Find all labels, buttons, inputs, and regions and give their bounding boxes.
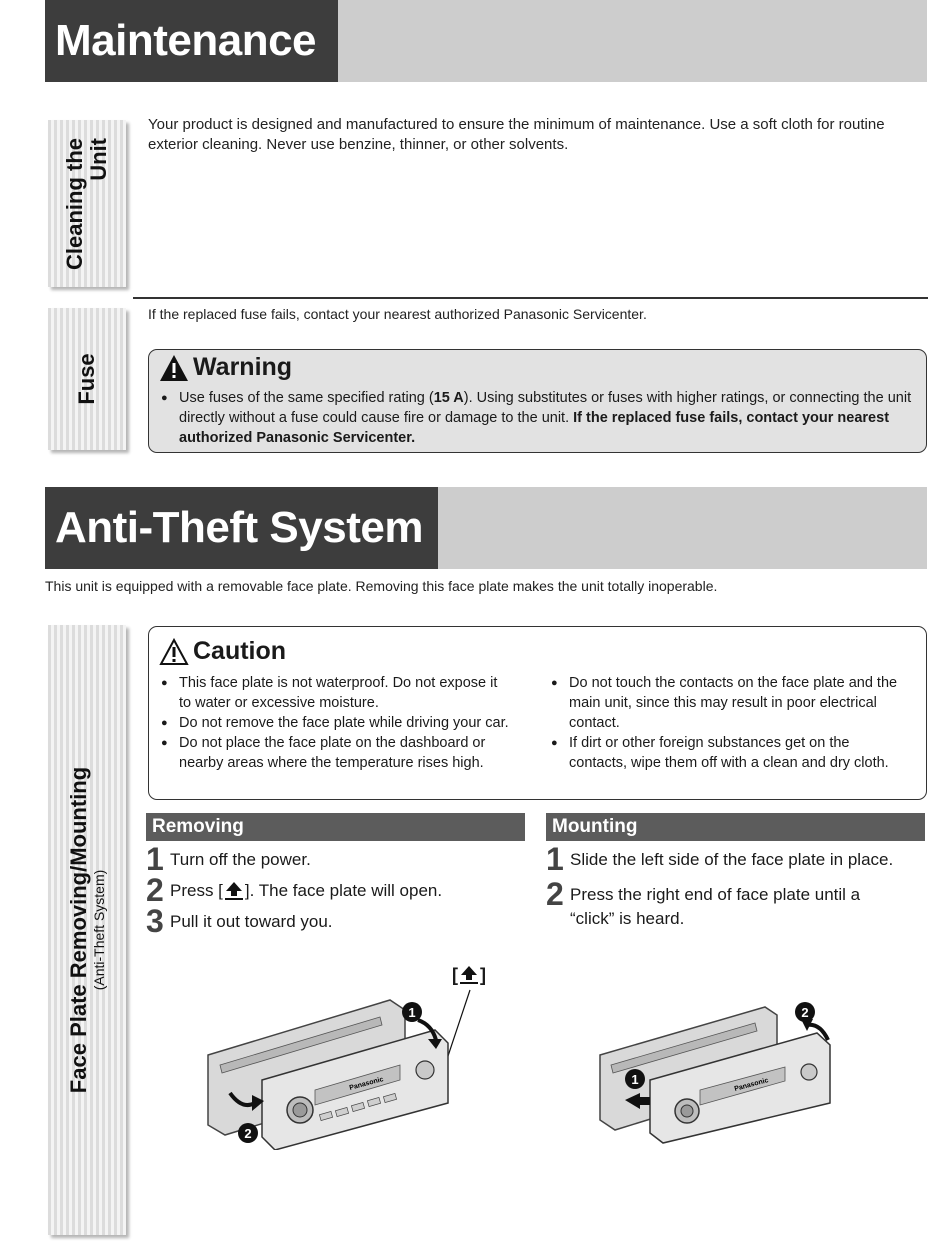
- mounting-step-1: 1 Slide the left side of the face plate in place.: [546, 841, 894, 877]
- caution-item: ● If dirt or other foreign substances get on the contacts, wipe them off with a clean and dry cloth.: [551, 733, 911, 773]
- fuse-tab-label: Fuse: [74, 353, 99, 405]
- removing-step-2: 2 Press [ ]. The face plate will open.: [146, 872, 443, 908]
- removing-illustration: [200, 985, 500, 1150]
- warning-bullet: ● Use fuses of the same specified rating (15 A). Using substitutes or fuses with higher ratings, or connecting the unit directly without a fuse could cause fire or damage to the unit. If the replaced fuse fails, contact your nearest authorized Panasonic Servicenter.: [161, 388, 919, 448]
- caution-right-list: [551, 673, 911, 773]
- callout-1: 1: [631, 1072, 639, 1087]
- maintenance-title: Maintenance: [45, 0, 338, 82]
- mounting-steps: [546, 841, 926, 931]
- mounting-step-2: 2 Press the right end of face plate until a “click” is heard.: [546, 876, 861, 928]
- callout-1: 1: [408, 1005, 416, 1020]
- face-plate-tab: [48, 625, 126, 1235]
- caution-item: ● Do not touch the contacts on the face plate and the main unit, since this may result in poor electrical contact.: [551, 673, 911, 733]
- warning-icon: [159, 354, 189, 382]
- caution-title: Caution: [159, 637, 286, 666]
- callout-2: 2: [244, 1126, 252, 1141]
- key-label: [ ]: [452, 965, 486, 985]
- anti-theft-intro: This unit is equipped with a removable face plate. Removing this face plate makes the unit totally inoperable.: [45, 578, 718, 594]
- fuse-intro: If the replaced fuse fails, contact your nearest authorized Panasonic Servicenter.: [148, 306, 647, 322]
- fuse-tab: [48, 308, 126, 450]
- face-plate-tab-label: Face Plate Removing/Mounting (Anti-Theft System): [66, 766, 107, 1094]
- maintenance-title-fill: [338, 0, 927, 82]
- open-key-icon: [458, 964, 480, 984]
- brand-logo: Panasonic: [348, 1076, 385, 1092]
- removing-step-3: 3 Pull it out toward you.: [146, 903, 333, 939]
- section-divider: [133, 297, 928, 299]
- caution-item: ● This face plate is not waterproof. Do not expose it to water or excessive moisture.: [161, 673, 511, 713]
- removing-step-1: 1 Turn off the power.: [146, 841, 311, 877]
- warning-title: Warning: [159, 353, 292, 382]
- anti-theft-title-fill: [438, 487, 927, 569]
- cleaning-text: Your product is designed and manufactured to ensure the minimum of maintenance. Use a soft cloth for routine exterior cleaning. Never use benzine, thinner, or other solvents.: [148, 116, 885, 153]
- cleaning-tab: [48, 120, 126, 287]
- removing-header: Removing: [146, 813, 525, 841]
- caution-left-list: [161, 673, 511, 773]
- open-key-icon: [223, 880, 245, 900]
- brand-logo: Panasonic: [733, 1077, 770, 1093]
- cleaning-tab-label: Cleaning the Unit: [62, 137, 111, 270]
- removing-steps: [146, 841, 526, 939]
- anti-theft-title: Anti-Theft System: [45, 487, 438, 569]
- mounting-header: Mounting: [546, 813, 925, 841]
- warning-box: [148, 349, 927, 453]
- caution-icon: [159, 638, 189, 666]
- caution-item: ● Do not remove the face plate while driving your car.: [161, 713, 511, 733]
- caution-box: [148, 626, 927, 800]
- caution-item: ● Do not place the face plate on the dashboard or nearby areas where the temperature rises high.: [161, 733, 511, 773]
- callout-2: 2: [801, 1005, 809, 1020]
- mounting-illustration: [595, 995, 845, 1145]
